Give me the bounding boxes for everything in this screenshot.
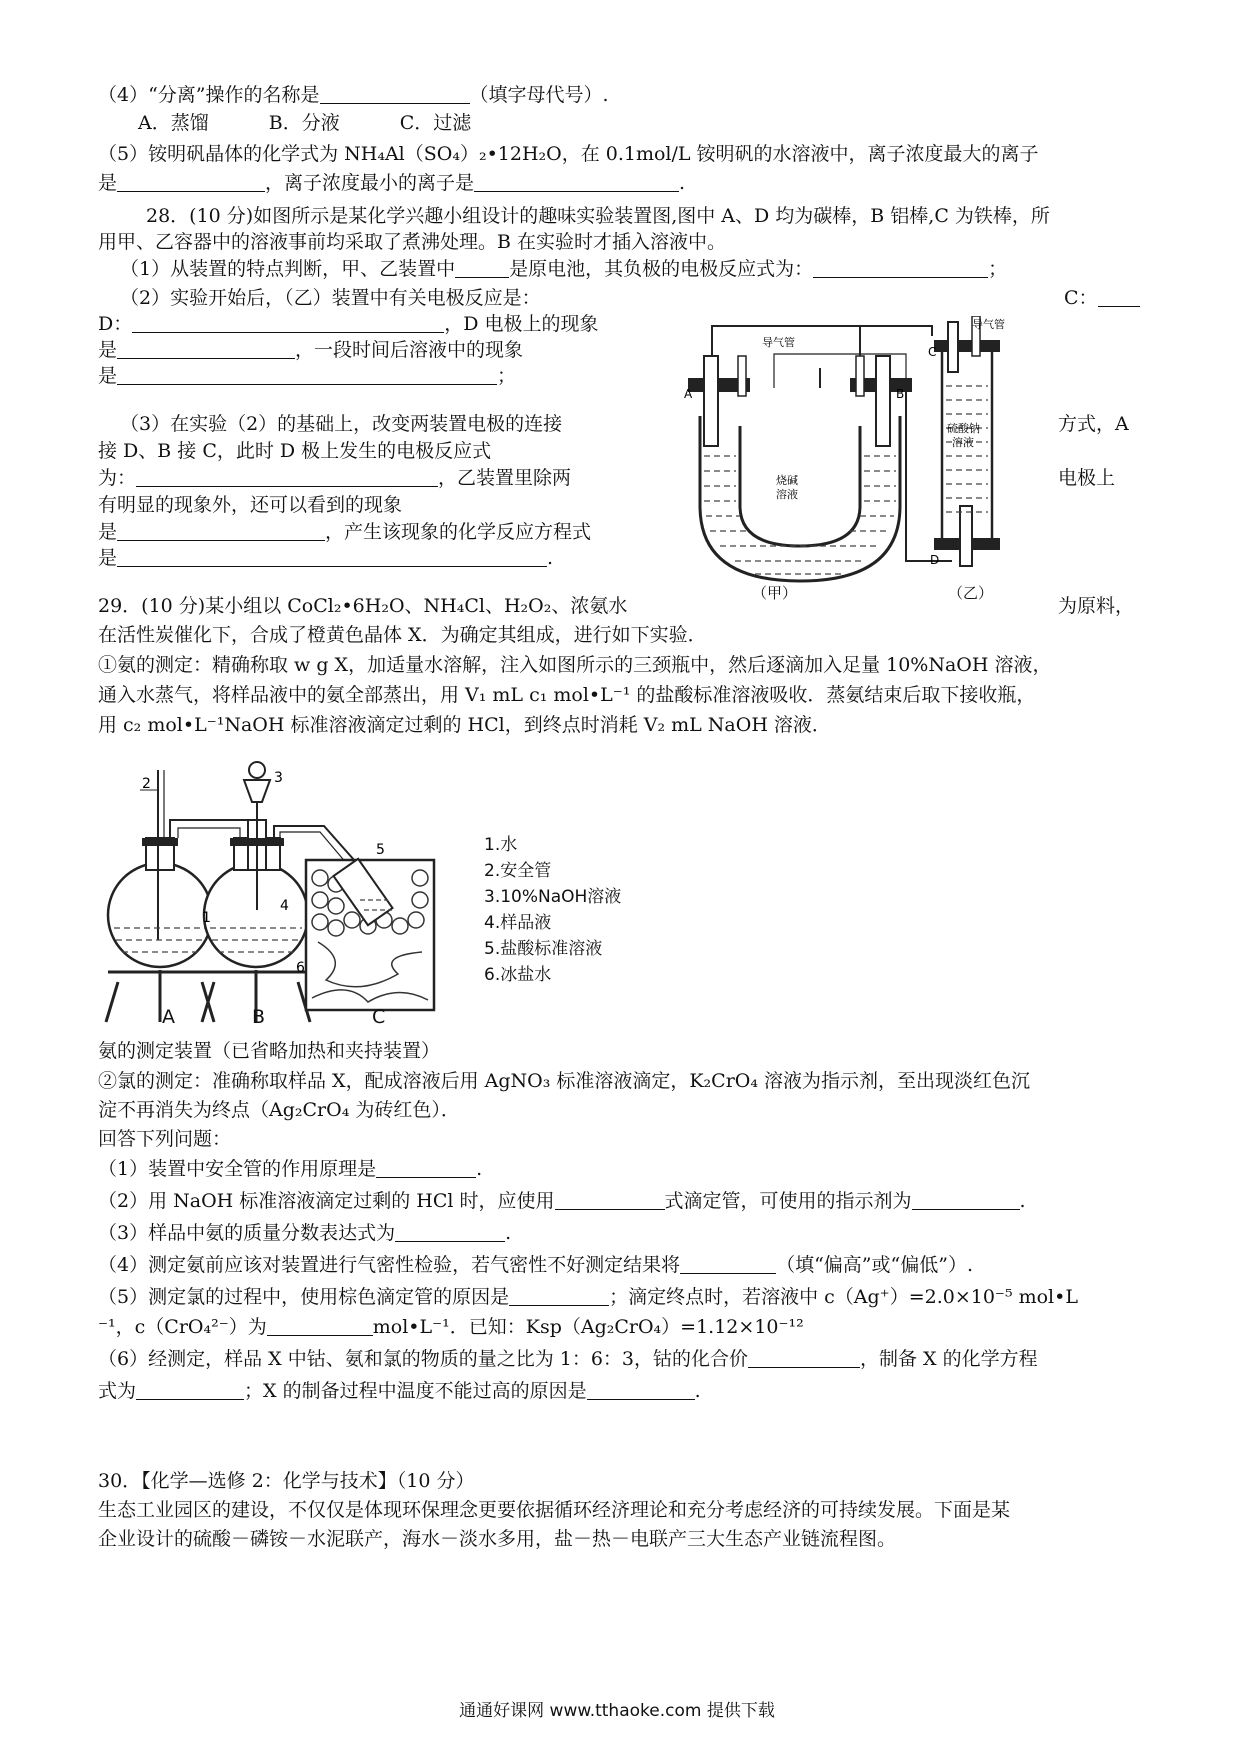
tripod-A <box>106 970 214 1022</box>
q28-sub3-line2: 接 D、B 接 C，此时 D 极上发生的电极反应式 <box>98 440 492 462</box>
q29-ask: 回答下列问题： <box>98 1128 232 1150</box>
legend-item: 5.盐酸标准溶液 <box>484 939 603 959</box>
answer-blank[interactable] <box>267 1315 373 1336</box>
q27-part5-line1: （5）铵明矾晶体的化学式为 NH₄Al（SO₄）₂•12H₂O，在 0.1mol/L 铵明矾的水溶液中，离子浓度最大的离子 <box>98 143 1039 165</box>
label-gas-tube-top: 导气管 <box>972 318 1005 331</box>
u-tube-inner <box>740 426 860 546</box>
q28-sub1: （1）从装置的特点判断，甲、乙装置中 是原电池，其负极的电极反应式为： ； <box>120 258 1008 280</box>
answer-blank[interactable] <box>132 312 444 333</box>
label-A: A <box>162 1006 175 1028</box>
label-solution-yi-2: 溶液 <box>952 436 974 449</box>
q28-intro-line2: 用甲、乙容器中的溶液事前均采取了煮沸处理。B 在实验时才插入溶液中。 <box>98 231 727 253</box>
q28-sub3-line5: 是 ，产生该现象的化学反应方程式 <box>98 521 592 543</box>
gas-tube-right <box>856 356 864 396</box>
electrode-C <box>948 322 958 372</box>
label-solution-jia-1: 烧碱 <box>776 474 798 487</box>
answer-blank[interactable] <box>748 1347 860 1368</box>
label-4: 4 <box>280 898 289 914</box>
q28-sub2-line1: （2）实验开始后，（乙）装置中有关电极反应是： <box>120 287 541 309</box>
q28-sub3-line6: 是 . <box>98 547 554 569</box>
answer-blank[interactable] <box>117 520 325 541</box>
q29-a3: （3）样品中氨的质量分数表达式为 . <box>98 1222 512 1244</box>
q28-sub3-line4: 有明显的现象外，还可以看到的现象 <box>98 494 403 516</box>
q29-a4: （4）测定氨前应该对装置进行气密性检验，若气密性不好测定结果将 （填“偏高”或“偏低”）. <box>98 1254 973 1276</box>
tube-A-B <box>170 820 248 838</box>
answer-blank[interactable] <box>509 1285 609 1306</box>
page-footer: 通通好课网 www.tthaoke.com 提供下载 <box>459 1701 775 1721</box>
q30-title: 30．【化学—选修 2：化学与技术】（10 分） <box>98 1470 475 1492</box>
dropping-funnel <box>244 780 270 802</box>
answer-blank[interactable] <box>320 83 470 104</box>
ammonia-apparatus-diagram <box>98 760 478 1030</box>
figure-caption: 氨的测定装置（已省略加热和夹持装置） <box>98 1040 441 1062</box>
q28-sub2-line3: 是 ，一段时间后溶液中的现象 <box>98 339 524 361</box>
label-B: B <box>252 1006 266 1028</box>
answer-blank[interactable] <box>117 171 265 192</box>
label-C: C <box>928 345 937 359</box>
label-gas-tube: 导气管 <box>762 336 795 349</box>
label-B: B <box>896 387 905 401</box>
gas-tube-left <box>738 356 746 396</box>
legend-item: 4.样品液 <box>484 913 552 933</box>
answer-blank[interactable] <box>136 1379 244 1400</box>
q29-intro-line1: 29．(10 分)某小组以 CoCl₂•6H₂O、NH₄Cl、H₂O₂、浓氨水 <box>98 595 628 617</box>
label-solution-yi-1: 硫酸钠 <box>947 422 980 435</box>
label-C: C <box>372 1006 386 1028</box>
label-6: 6 <box>296 960 305 976</box>
answer-blank[interactable] <box>813 257 988 278</box>
legend-item: 6.冰盐水 <box>484 965 552 985</box>
answer-blank[interactable] <box>117 338 295 359</box>
q29-a5-line2: ⁻¹，c（CrO₄²⁻）为 mol•L⁻¹．已知：Ksp（Ag₂CrO₄）=1.12×10⁻¹² <box>98 1316 804 1338</box>
q29-method1-line3: 用 c₂ mol•L⁻¹NaOH 标准溶液滴定过剩的 HCl，到终点时消耗 V₂ mL NaOH 溶液． <box>98 714 831 736</box>
label-solution-jia-2: 溶液 <box>776 488 798 501</box>
q29-intro-right: 为原料， <box>1058 595 1135 617</box>
q29-method2-line1: ②氯的测定：准确称取样品 X，配成溶液后用 AgNO₃ 标准溶液滴定，K₂CrO₄ 溶液为指示剂，至出现淡红色沉 <box>98 1070 1031 1092</box>
solution-jia <box>704 456 896 574</box>
stopper-top <box>934 340 1000 352</box>
answer-blank[interactable] <box>117 546 547 567</box>
q29-method1-line1: ①氨的测定：精确称取 w g X，加适量水溶解，注入如图所示的三颈瓶中，然后逐滴加入足量 10%NaOH 溶液， <box>98 654 1052 676</box>
label-A: A <box>684 387 693 401</box>
q28-sub2-c: C： <box>1064 285 1140 311</box>
q27-options: A．蒸馏 B．分液 C．过滤 <box>138 112 472 134</box>
electrode-B <box>876 356 890 446</box>
label-3: 3 <box>274 770 283 786</box>
legend-item: 2.安全管 <box>484 861 552 881</box>
answer-blank[interactable] <box>474 171 679 192</box>
answer-blank[interactable] <box>376 1157 476 1178</box>
q29-a5-line1: （5）测定氯的过程中，使用棕色滴定管的原因是 ；滴定终点时，若溶液中 c（Ag⁺）=2.0×10⁻⁵ mol•L <box>98 1286 1078 1308</box>
q29-intro-line2: 在活性炭催化下，合成了橙黄色晶体 X．为确定其组成，进行如下实验． <box>98 624 707 646</box>
q28-sub2-line4: 是 ； <box>98 365 517 387</box>
legend-item: 3.10%NaOH溶液 <box>484 887 622 907</box>
answer-blank[interactable] <box>680 1253 776 1274</box>
answer-blank[interactable] <box>1098 286 1140 307</box>
q29-a6-line2: 式为 ；X 的制备过程中温度不能过高的原因是 . <box>98 1380 701 1402</box>
label-5: 5 <box>376 842 385 858</box>
q30-para-line1: 生态工业园区的建设，不仅仅是体现环保理念更要依据循环经济理论和充分考虑经济的可持续发展。下面是某 <box>98 1499 1011 1521</box>
q29-a1: （1）装置中安全管的作用原理是 . <box>98 1158 483 1180</box>
answer-blank[interactable] <box>587 1379 695 1400</box>
q28-sub3-line1: （3）在实验（2）的基础上，改变两装置电极的连接 <box>120 413 563 435</box>
q29-a2: （2）用 NaOH 标准溶液滴定过剩的 HCl 时，应使用 式滴定管，可使用的指示剂为 . <box>98 1190 1026 1212</box>
q28-sub3-right2: 电极上 <box>1058 467 1116 489</box>
wire-to-C <box>860 326 932 336</box>
answer-blank[interactable] <box>136 466 438 487</box>
q27-part5-line2: 是 ，离子浓度最小的离子是 . <box>98 172 686 194</box>
answer-blank[interactable] <box>117 364 497 385</box>
answer-blank[interactable] <box>455 257 509 278</box>
q28-sub3-line3: 为： ，乙装置里除两 <box>98 467 572 489</box>
q28-sub3-right1: 方式，A <box>1058 413 1129 435</box>
q29-method1-line2: 通入水蒸气，将样品液中的氨全部蒸出，用 V₁ mL c₁ mol•L⁻¹ 的盐酸标准溶液吸收．蒸氨结束后取下接收瓶， <box>98 684 1036 706</box>
label-D: D <box>930 553 940 567</box>
electrode-D <box>960 506 972 566</box>
q28-sub2-line2: D： ，D 电极上的现象 <box>98 313 599 335</box>
electrode-A <box>704 356 718 446</box>
q29-method2-line2: 淀不再消失为终点（Ag₂CrO₄ 为砖红色）． <box>98 1099 460 1121</box>
label-yi: （乙） <box>948 584 994 602</box>
answer-blank[interactable] <box>912 1189 1020 1210</box>
label-2: 2 <box>142 776 151 792</box>
apparatus-legend <box>484 832 621 988</box>
label-1: 1 <box>202 910 211 926</box>
q29-a6-line1: （6）经测定，样品 X 中钴、氨和氯的物质的量之比为 1：6：3，钴的化合价 ，制备 X 的化学方程 <box>98 1348 1038 1370</box>
q30-para-line2: 企业设计的硫酸－磷铵－水泥联产，海水－淡水多用，盐－热－电联产三大生态产业链流程图。 <box>98 1528 897 1550</box>
u-tube-outer <box>700 416 900 581</box>
answer-blank[interactable] <box>395 1221 505 1242</box>
label-jia: （甲） <box>752 584 798 602</box>
legend-item: 1.水 <box>484 835 518 855</box>
q27-part4: （4）“分离”操作的名称是 （填字母代号）. <box>98 84 609 106</box>
electrochem-apparatus-diagram <box>680 316 1050 596</box>
q28-intro-line1: 28．(10 分)如图所示是某化学兴趣小组设计的趣味实验装置图,图中 A、D 均为碳棒，B 铝棒,C 为铁棒，所 <box>146 205 1050 227</box>
stopper-A <box>142 838 178 846</box>
answer-blank[interactable] <box>555 1189 665 1210</box>
